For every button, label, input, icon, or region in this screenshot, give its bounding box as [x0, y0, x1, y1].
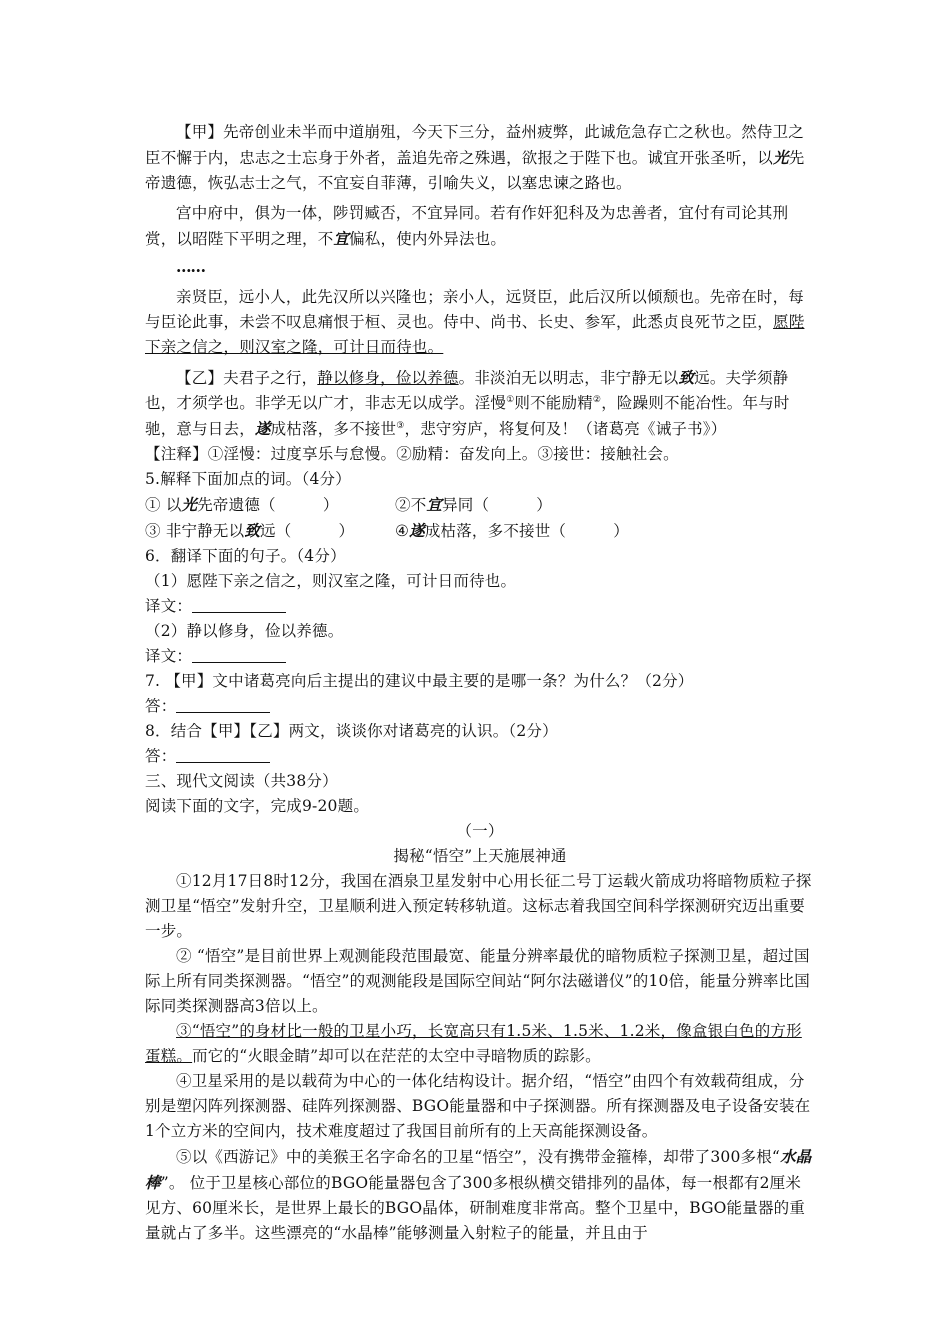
question-5-row-1: ① 以光先帝遗德（ ） ②不宜异同（ ） — [145, 495, 553, 514]
exam-page — [145, 120, 815, 1246]
underlined-sentence: 静以修身，俭以养德 — [317, 369, 459, 387]
passage-jia-paragraph-3: 亲贤臣，远小人，此先汉所以兴隆也；亲小人，远贤臣，此后汉所以倾颓也。先帝在时，每与臣论此事，未尝不叹息痛恨于桓、灵也。侍中、尚书、长史、参军，此悉贞良死节之臣，愿陛下亲之信之，则汉室之隆，可计日而待也。 — [145, 288, 805, 356]
article-paragraph-2: ② “悟空”是目前世界上观测能段范围最宽、能量分辨率最优的暗物质粒子探测卫星，超过国际上所有同类探测器。“悟空”的观测能段是国际空间站“阿尔法磁谱仪”的10倍，能量分辨率比国际同类探测器高3倍以上。 — [145, 947, 810, 1015]
emphasized-word: 水晶棒 — [145, 1147, 812, 1192]
passage-jia-paragraph-2: 宫中府中，俱为一体，陟罚臧否，不宜异同。若有作奸犯科及为忠善者，宜付有司论其刑赏，以昭陛下平明之理，不宜偏私，使内外异法也。 — [145, 204, 789, 248]
question-5: 5.解释下面加点的词。（4分） — [145, 470, 351, 488]
answer-line: 答： — [145, 694, 815, 719]
dotted-word: 致 — [678, 368, 695, 387]
dotted-word: 宜 — [333, 229, 350, 248]
question-6: 6．翻译下面的句子。（4分） — [145, 547, 346, 565]
question-7: 7. 【甲】文中诸葛亮向后主提出的建议中最主要的是哪一条？为什么？（2分） — [145, 672, 694, 690]
answer-line: 译文： — [145, 644, 815, 669]
article-paragraph-5: ⑤以《西游记》中的美猴王名字命名的卫星“悟空”，没有携带金箍棒，却带了300多根“水晶棒”。 位于卫星核心部位的BGO能量器包含了300多根纵横交错排列的晶体，每一根都有2厘米见方、60厘米长，是世界上最长的BGO晶体，研制难度非常高。整个卫星中，BGO能量器的重量就占了多半。这些漂亮的“水晶棒”能够测量入射粒子的能量，并且由于 — [145, 1147, 812, 1242]
passage-yi: 【乙】夫君子之行，静以修身，俭以养德。非淡泊无以明志，非宁静无以致远。夫学须静也，才须学也。非学无以广才，非志无以成学。淫慢①则不能励精②，险躁则不能冶性。年与时驰，意与日去，遂成枯落，多不接世③，悲守穷庐，将复何及！（诸葛亮《诫子书》） — [145, 368, 790, 438]
article-title: 揭秘“悟空”上天施展神通 — [393, 847, 567, 865]
section-heading: 三、现代文阅读（共38分） — [145, 772, 338, 790]
section-instruction: 阅读下面的文字，完成9-20题。 — [145, 797, 370, 815]
answer-blank[interactable] — [176, 696, 270, 713]
article-paragraph-4: ④卫星采用的是以载荷为中心的一体化结构设计。据介绍，“悟空”由四个有效载荷组成，分别是塑闪阵列探测器、硅阵列探测器、BGO能量器和中子探测器。所有探测器及电子设备安装在1个立方米的空间内，技术难度超过了我国目前所有的上天高能探测设备。 — [145, 1072, 811, 1140]
underlined-sentence: 愿陛下亲之信之，则汉室之隆，可计日而待也。 — [145, 313, 805, 356]
dotted-word: 光 — [773, 148, 789, 167]
footnote-mark: ② — [592, 394, 602, 405]
question-6-2: （2）静以修身，俭以养德。 — [145, 622, 344, 640]
answer-blank[interactable] — [176, 746, 270, 763]
answer-line: 答： — [145, 744, 815, 769]
article-paragraph-3: ③“悟空”的身材比一般的卫星小巧，长宽高只有1.5米、1.5米、1.2米，像盒银白色的方形蛋糕。而它的“火眼金睛”却可以在茫茫的太空中寻暗物质的踪影。 — [145, 1022, 802, 1065]
question-5-row-2: ③ 非宁静无以致远（ ） ④遂成枯落，多不接世（ ） — [145, 521, 629, 540]
answer-line: 译文： — [145, 594, 815, 619]
underlined-sentence: ③“悟空”的身材比一般的卫星小巧，长宽高只有1.5米、1.5米、1.2米，像盒银白色的方形蛋糕。 — [145, 1022, 802, 1065]
footnote-mark: ① — [506, 394, 515, 405]
dotted-word: 遂 — [254, 419, 271, 438]
article-paragraph-1: ①12月17日8时12分，我国在酒泉卫星发射中心用长征二号丁运载火箭成功将暗物质粒子探测卫星“悟空”发射升空，卫星顺利进入预定转移轨道。这标志着我国空间科学探测研究迈出重要一步。 — [145, 872, 812, 940]
ellipsis: …… — [176, 257, 205, 276]
footnote-mark: ③ — [396, 420, 405, 431]
answer-blank[interactable] — [192, 646, 286, 663]
annotations: 【注释】①淫慢：过度享乐与怠慢。②励精：奋发向上。③接世：接触社会。 — [145, 445, 679, 463]
passage-jia-paragraph-1: 【甲】先帝创业未半而中道崩殂，今天下三分，益州疲弊，此诚危急存亡之秋也。然侍卫之臣不懈于内，忠志之士忘身于外者，盖追先帝之殊遇，欲报之于陛下也。诚宜开张圣听，以光先帝遗德，恢弘志士之气，不宜妄自菲薄，引喻失义，以塞忠谏之路也。 — [145, 123, 805, 192]
question-6-1: （1）愿陛下亲之信之，则汉室之隆，可计日而待也。 — [145, 572, 517, 590]
answer-blank[interactable] — [192, 596, 286, 613]
question-8: 8．结合【甲】【乙】两文，谈谈你对诸葛亮的认识。（2分） — [145, 722, 558, 740]
part-number: （一） — [456, 822, 504, 840]
